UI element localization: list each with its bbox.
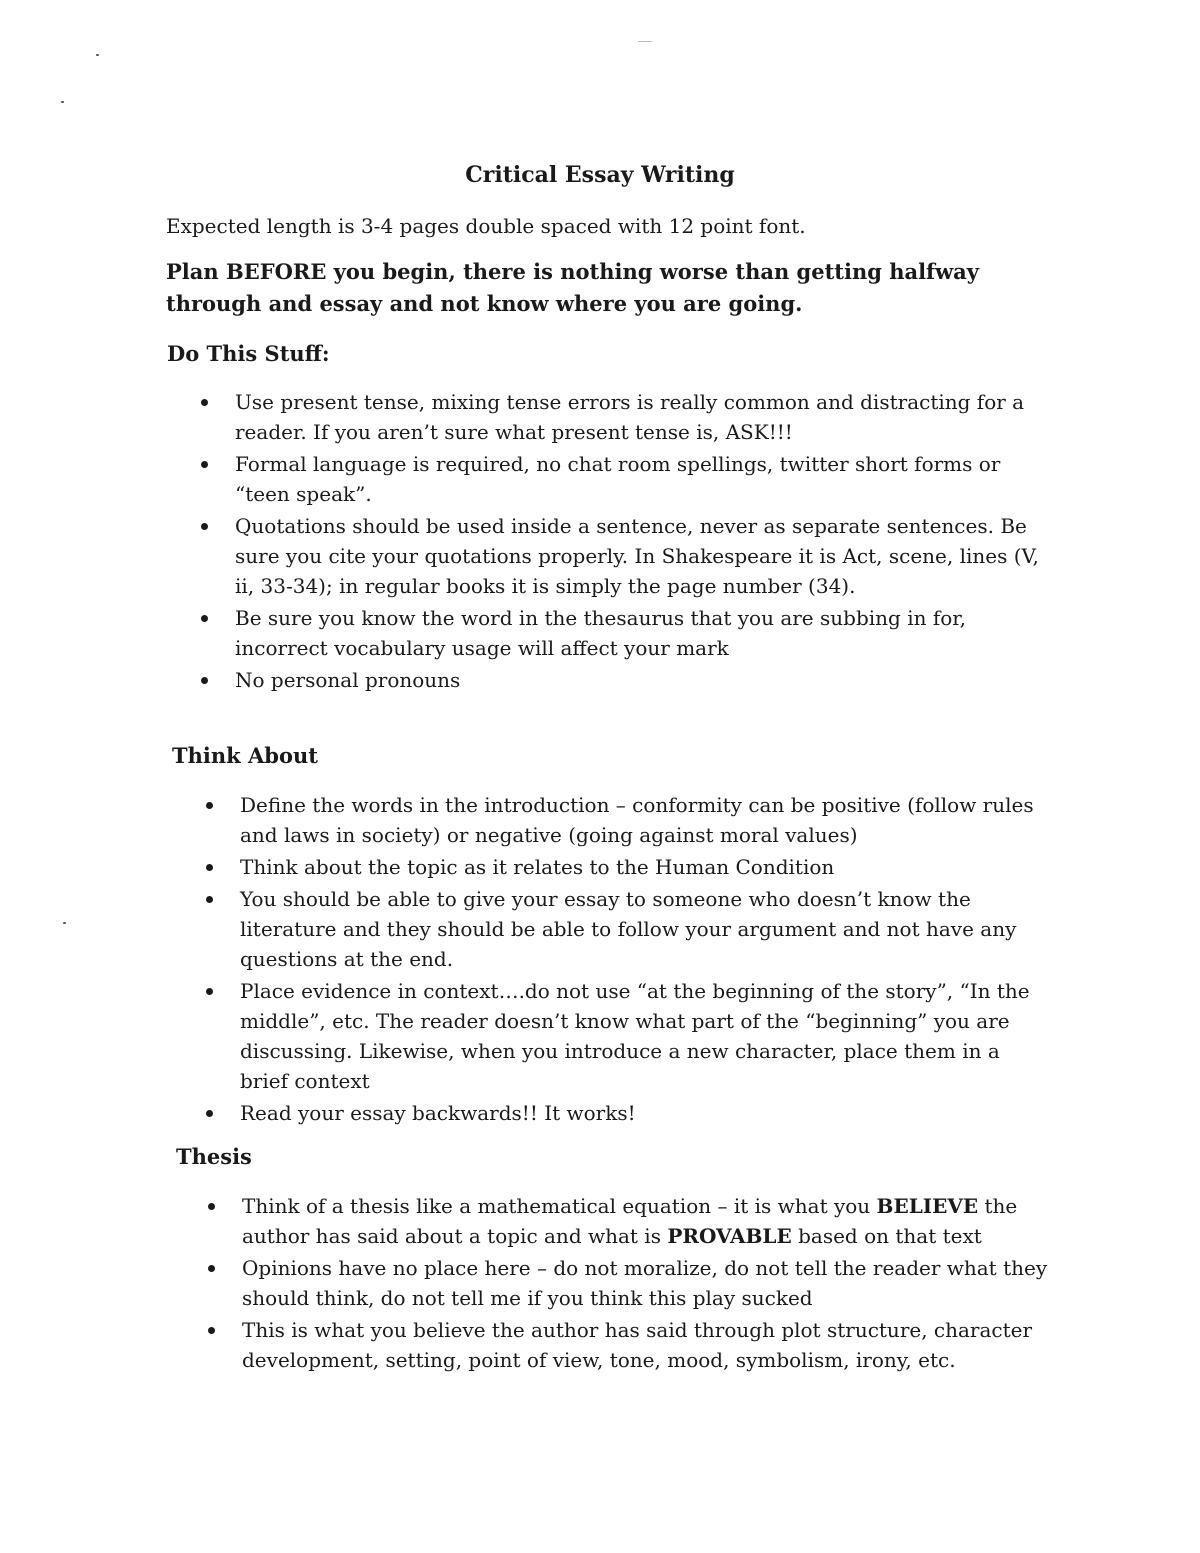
thesis-text-before: Think of a thesis like a mathematical equation – it is what you [242,1194,877,1218]
list-item [206,1098,1046,1128]
bullet-icon [206,864,213,871]
list-item-text: No personal pronouns [235,668,461,692]
think-about-list [206,790,1046,1130]
list-item [206,976,1046,1096]
scan-speck [638,41,652,42]
bullet-icon [208,1265,215,1272]
list-item-text: Use present tense, mixing tense errors is really common and distracting for a reader. If you aren’t sure what present tense is, ASK!!! [235,390,1025,444]
list-item-text: Define the words in the introduction – conformity can be positive (follow rules and laws in society) or negative (going against moral values) [240,793,1034,847]
list-item-text: You should be able to give your essay to someone who doesn’t know the literature and they should be able to follow your argument and not have any questions at the end. [240,887,1017,971]
list-item [201,449,1041,509]
thesis-text-middle: the author has said about a topic and what is [242,1194,1018,1248]
list-item [206,884,1046,974]
list-item-text: This is what you believe the author has said through plot structure, character development, setting, point of view, tone, mood, symbolism, irony, etc. [242,1318,1033,1372]
bullet-icon [206,896,213,903]
list-item-text: Quotations should be used inside a sentence, never as separate sentences. Be sure you cite your quotations properly. In Shakespeare it is Act, scene, lines (V, ii, 33-34); in regular books it is simply the page number (34). [235,514,1039,598]
do-this-list [201,387,1041,697]
list-item [208,1315,1048,1375]
list-item-text: Be sure you know the word in the thesaurus that you are subbing in for, incorrect vocabulary usage will affect your mark [235,606,966,660]
section-heading-think-about: Think About [172,743,318,768]
bullet-icon [208,1203,215,1210]
list-item [201,387,1041,447]
bullet-icon [208,1327,215,1334]
bullet-icon [206,1110,213,1117]
list-item-text: Opinions have no place here – do not moralize, do not tell the reader what they should think, do not tell me if you think this play sucked [242,1256,1048,1310]
list-item [208,1191,1048,1251]
bullet-icon [201,461,208,468]
list-item-text: Think about the topic as it relates to the Human Condition [240,855,835,879]
list-item-text: Formal language is required, no chat room spellings, twitter short forms or “teen speak”. [235,452,1001,506]
list-item [206,790,1046,850]
list-item [206,852,1046,882]
list-item-text [242,1194,1017,1248]
thesis-list [208,1191,1048,1377]
list-item-text: Place evidence in context….do not use “at the beginning of the story”, “In the middle”, etc. The reader doesn’t know what part of the “beginning” you are discussing. Likewise, when you introduce a new character, place them in a brief context [240,979,1030,1093]
scan-speck [61,101,64,103]
section-heading-thesis: Thesis [176,1144,252,1169]
bullet-icon [201,615,208,622]
list-item-text: Read your essay backwards!! It works! [240,1101,636,1125]
bullet-icon [206,802,213,809]
thesis-text-after: based on that text [791,1224,982,1248]
list-item [201,603,1041,663]
scan-speck [96,54,99,56]
bullet-icon [201,677,208,684]
bullet-icon [201,523,208,530]
scan-speck [63,922,66,924]
section-heading-do-this: Do This Stuff: [167,341,330,366]
bullet-icon [206,988,213,995]
emphasis-provable: PROVABLE [667,1224,792,1248]
document-title: Critical Essay Writing [465,162,735,188]
emphasis-believe: BELIEVE [876,1194,979,1218]
list-item [208,1253,1048,1313]
length-requirement: Expected length is 3-4 pages double spaced with 12 point font. [166,214,806,238]
list-item [201,511,1041,601]
bullet-icon [201,399,208,406]
list-item [201,665,1041,695]
plan-note: Plan BEFORE you begin, there is nothing worse than getting halfway through and essay and not know where you are going. [166,259,979,316]
